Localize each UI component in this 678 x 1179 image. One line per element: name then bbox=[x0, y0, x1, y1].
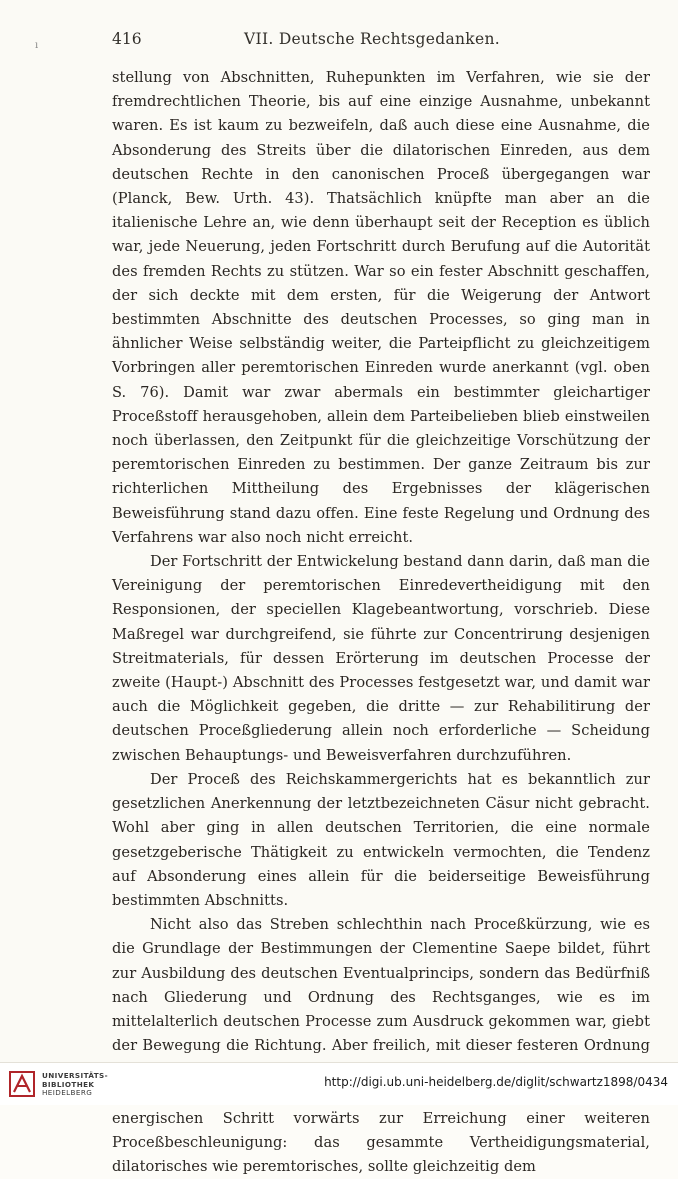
paragraph-3: Der Proceß des Reichskammergerichts hat es bekanntlich zur gesetzlichen Anerkennung der letztbezeichneten Cäsur nicht gebracht. Wohl aber ging in allen deutschen Territorien, die eine normale gesetzgeberische Thätigkeit zu entwickeln vermochten, die Tendenz auf Absonderung eines allein für die beiderseitige Beweisführung bestimmten Abschnitts. bbox=[112, 770, 650, 909]
logo-text bbox=[42, 1072, 108, 1098]
logo-line-3: HEIDELBERG bbox=[42, 1088, 93, 1098]
logo-line-2: BIBLIOTHEK bbox=[42, 1079, 95, 1089]
library-seal-icon bbox=[8, 1069, 38, 1099]
paragraph-1: stellung von Abschnitten, Ruhepunkten im Verfahren, wie sie der fremdrechtlichen Theorie, bis auf eine einzige Ausnahme, unbekannt waren. Es ist kaum zu bezweifeln, daß auch diese eine Ausnahme, die Absonderung des Streits über die dilatorischen Einreden, aus dem deutschen Rechte in den canonischen Proceß übergegangen war (Planck, Bew. Urth. 43). Thatsächlich knüpfte man aber an die italienische Lehre an, wie denn überhaupt seit der Reception es üblich war, jede Neuerung, jeden Fortschritt durch Berufung auf die Autorität des fremden Rechts zu stützen. War so ein fester Abschnitt geschaffen, der sich deckte mit dem ersten, für die Weigerung der Antwort bestimmten Abschnitte des deutschen Processes, so ging man in ähnlicher Weise selbständig weiter, die Parteipflicht zu gleichzeitigem Vorbringen aller peremtorischen Einreden wurde anerkannt (vgl. oben S. 76). Damit war zwar abermals ein bestimmter gleichartiger Proceßstoff herausgehoben, allein dem Parteibelieben blieb einstweilen noch überlassen, den Zeitpunkt für die gleichzeitige Vorschützung der peremtorischen Einreden zu bestimmen. Der ganze Zeitraum bis zur richterlichen Mittheilung des Ergebnisses der klägerischen Beweisführung stand dazu offen. Eine feste Regelung und Ordnung des Verfahrens war also noch nicht erreicht. bbox=[112, 69, 650, 546]
paragraph-2: Der Fortschritt der Entwickelung bestand dann darin, daß man die Vereinigung der peremtorischen Einredevertheidigung mit den Responsionen, der speciellen Klagebeantwortung, vorschrieb. Diese Maßregel war durchgreifend, sie führte zur Concentrirung desjenigen Streitmaterials, für dessen Erörterung im deutschen Processe der zweite (Haupt-) Abschnitt des Processes festgesetzt war, und damit war auch die Möglichkeit gegeben, die dritte — zur Rehabilitirung der deutschen Proceßgliederung allein noch erforderliche — Scheidung zwischen Behauptungs- und Beweisverfahren durchzuführen. bbox=[112, 553, 650, 764]
footer-bar bbox=[0, 1062, 678, 1105]
page-number: 416 bbox=[112, 30, 142, 48]
running-head: VII. Deutsche Rechtsgedanken. bbox=[244, 30, 500, 48]
university-library-logo[interactable] bbox=[8, 1069, 138, 1101]
paragraph-4: Nicht also das Streben schlechthin nach Proceßkürzung, wie es die Grundlage der Bestimmungen der Clementine Saepe bildet, führt zur Ausbildung des deutschen Eventualprincips, sondern das Bedürfniß nach Gliederung und Ordnung des Rechtsganges, wie es im mittelalterlich deutschen Processe zum Ausdruck gekommen war, giebt der Bewegung die Richtung. Aber freilich, mit dieser festeren Ordnung energischen Schritt vorwärts zur Erreichung einer weiteren Proceßbeschleunigung: das gesammte Vertheidigungsmaterial, dilatorisches wie peremtorisches, sollte gleichzeitig dem bbox=[112, 916, 650, 1176]
body-text bbox=[112, 66, 650, 1179]
page-header bbox=[112, 30, 632, 54]
margin-mark: ı bbox=[35, 40, 39, 51]
permalink-url[interactable]: http://digi.ub.uni-heidelberg.de/diglit/schwartz1898/0434 bbox=[324, 1075, 668, 1089]
logo-line-1: UNIVERSITÄTS- bbox=[42, 1071, 108, 1080]
